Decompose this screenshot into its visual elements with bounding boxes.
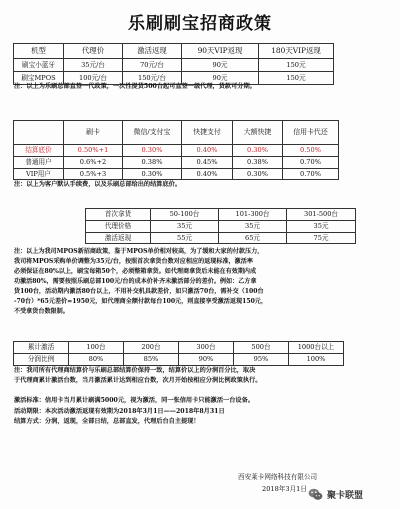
table-cell: 35元/台 bbox=[64, 59, 123, 72]
header-cell: 101-300台 bbox=[219, 209, 287, 221]
document-title: 乐刷刷宝招商政策 bbox=[128, 14, 272, 34]
footer-company: 西安莱卡网络科技有限公司 bbox=[238, 473, 318, 481]
note-fees: 注：以上为客户默认手续费，以及乐刷总部给出的结算底价。 bbox=[14, 181, 182, 188]
table-cell: 代理价格 bbox=[86, 220, 151, 232]
header-cell: 刷卡 bbox=[64, 121, 123, 145]
table-cell: 35元 bbox=[151, 220, 219, 232]
wechat-icon bbox=[308, 487, 323, 502]
table-cell: 激活返现 bbox=[86, 232, 151, 244]
table-cell: VIP用户 bbox=[14, 168, 64, 180]
table-cell: 90% bbox=[179, 353, 234, 365]
policy-document bbox=[9, 3, 392, 503]
header-cell: 301-500台 bbox=[287, 209, 356, 221]
header-cell: 100台 bbox=[69, 342, 124, 354]
fee-table bbox=[13, 120, 339, 180]
header-cell: 机型 bbox=[14, 44, 64, 59]
table-cell: 150元 bbox=[259, 59, 334, 72]
table-row bbox=[14, 156, 339, 168]
header-cell: 300台 bbox=[179, 342, 234, 354]
table-cell: 分润比例 bbox=[14, 353, 69, 365]
table-cell: 35元 bbox=[287, 220, 356, 232]
table-cell: 0.5%+3 bbox=[64, 168, 123, 180]
header-cell: 大额快捷 bbox=[233, 121, 283, 145]
table-cell: 0.38% bbox=[233, 156, 283, 168]
table-cell: 0.6%+2 bbox=[64, 156, 123, 168]
table-cell: 150元/台 bbox=[123, 72, 182, 85]
header-cell: 180天VIP返现 bbox=[259, 44, 334, 59]
header-cell: 微信/支付宝 bbox=[123, 121, 182, 145]
table-cell: 35元 bbox=[219, 220, 287, 232]
table-cell: 刷宝小蓝牙 bbox=[14, 59, 64, 72]
header-cell: 累计激活 bbox=[14, 342, 69, 354]
table-row bbox=[14, 168, 339, 180]
header-cell: 200台 bbox=[124, 342, 179, 354]
table-cell: 100元/台 bbox=[64, 72, 123, 85]
table-row bbox=[14, 342, 344, 354]
table-cell: 150元 bbox=[259, 72, 334, 85]
header-cell: 500台 bbox=[234, 342, 289, 354]
profit-share-table bbox=[13, 341, 344, 366]
settlement-row bbox=[14, 145, 339, 157]
table-cell: 0.40% bbox=[182, 168, 233, 180]
table-cell: 0.70% bbox=[283, 156, 339, 168]
note-direct-policy: 注：以上为乐刷总部直签一代政策，一次性提货500台起可直签一级代理，货款可分期。 bbox=[14, 83, 256, 90]
mpos-policy-note: 注：以上为我司MPOS新招商政策，鉴于MPOS单价相对较高，为了缓和大家的付款压力， 我司将MPOS采购单价调整为35元/台，按照首次拿货台数对应相应的返现标准，激活率 必须保证在80%以上，刷宝每箱50个，必须整箱拿货。如代理商拿货后未能在有效期内成 功激活80%，需要按照乐刷总部100元/台的成本价补齐未激活部分的差价。例如：乙方拿 货100台，活动期内激活80台以上，不用补交机具款差价，如只激活70台，需补交（100台 -70台）*65元差价=1950元，如代理商全额付款每台100元，则直接享受激活返现150元， 不受拿货台数限制。 bbox=[14, 248, 267, 315]
table-cell: 0.38% bbox=[123, 156, 182, 168]
table-cell: 0.50%+1 bbox=[64, 145, 123, 157]
header-cell: 代理价 bbox=[64, 44, 123, 59]
table-cell: 结算底价 bbox=[14, 145, 64, 157]
header-cell: 首次拿货 bbox=[86, 209, 151, 221]
table-cell: 0.40% bbox=[182, 145, 233, 157]
table-cell: 普通用户 bbox=[14, 156, 64, 168]
table-cell: 90元 bbox=[182, 72, 259, 85]
pricing-table-header bbox=[14, 44, 334, 59]
fee-table-header bbox=[14, 121, 339, 145]
footer-date: 2018年3月1日 bbox=[262, 485, 307, 493]
table-cell: 90元 bbox=[182, 59, 259, 72]
table-row bbox=[86, 209, 356, 221]
header-cell: 快捷支付 bbox=[182, 121, 233, 145]
header-cell: 50-100台 bbox=[151, 209, 219, 221]
table-cell: 0.30% bbox=[233, 145, 283, 157]
watermark-text: 聚卡联盟 bbox=[327, 490, 364, 501]
table-cell: 95% bbox=[234, 353, 289, 365]
table-cell: 0.30% bbox=[123, 145, 182, 157]
header-cell: 激活返现 bbox=[123, 44, 182, 59]
table-row bbox=[86, 232, 356, 244]
table-row bbox=[86, 220, 356, 232]
first-order-table bbox=[85, 208, 356, 244]
table-cell: 0.50% bbox=[283, 145, 339, 157]
table-cell: 0.30% bbox=[233, 168, 283, 180]
table-cell: 85% bbox=[124, 353, 179, 365]
header-cell: 1000台以上 bbox=[289, 342, 344, 354]
watermark bbox=[308, 484, 396, 504]
note-profit-share: 注：我司所有代理商结算价与乐刷总部结算价保持一致，结算价以上的分润百分比，取决 于代理商累计激活台数，当月激活累计达到相应台数，次月开始按相应分润比例政策执行。 bbox=[14, 367, 262, 385]
table-cell: 70元/台 bbox=[123, 59, 182, 72]
table-row bbox=[14, 59, 334, 72]
header-cell: 90天VIP返现 bbox=[182, 44, 259, 59]
table-cell: 80% bbox=[69, 353, 124, 365]
table-cell: 65元 bbox=[219, 232, 287, 244]
header-cell: 信用卡代还 bbox=[283, 121, 339, 145]
pricing-table bbox=[13, 43, 334, 85]
table-cell: 0.45% bbox=[182, 156, 233, 168]
activity-terms: 激活标准：信用卡当月累计刷满5000元，视为激活，同一张信用卡只能激活一台设备。 活动期限：本次活动激活返现有效期为2018年3月1日——2018年8月31日 结算方式：分润，返现，全部日结，总部直发，代理后台自主提现！ bbox=[14, 397, 254, 426]
table-cell: 75元 bbox=[287, 232, 356, 244]
table-cell: 0.30% bbox=[123, 168, 182, 180]
table-cell: 刷宝MPOS bbox=[14, 72, 64, 85]
table-cell: 0.70% bbox=[283, 168, 339, 180]
table-row bbox=[14, 353, 344, 365]
table-cell: 100% bbox=[289, 353, 344, 365]
header-cell bbox=[14, 121, 64, 145]
table-cell: 55元 bbox=[151, 232, 219, 244]
